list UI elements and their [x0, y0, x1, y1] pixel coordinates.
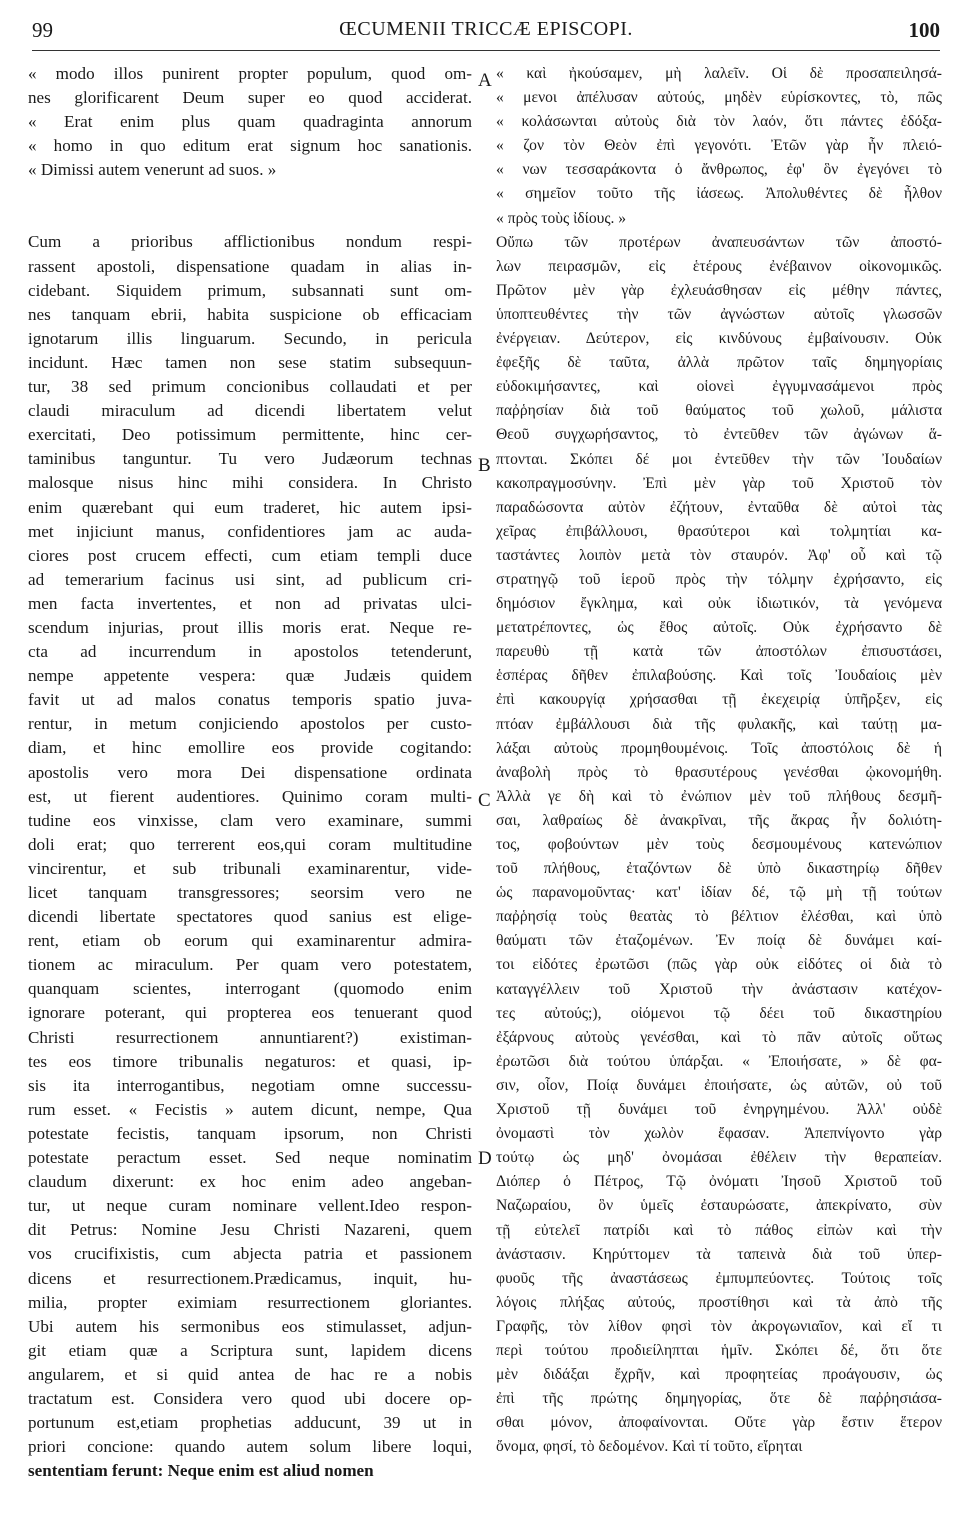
text-line: dicendi libertate spectatores quod sanius est elige-: [28, 907, 472, 927]
margin-marker-a: A: [478, 70, 492, 91]
margin-marker-b: B: [478, 455, 491, 476]
text-line: tractatum est. Considera vero quod ubi docere op-: [28, 1388, 472, 1408]
text-line: τῇ εὐτελεῖ πατρίδι καὶ τὸ πάθος εἰπὼν καὶ τὴν: [496, 1221, 942, 1239]
page-number-right: 100: [908, 18, 940, 42]
text-line: taminibus tanguntur. Tu vero Judæorum technas: [28, 449, 472, 469]
text-line: εὐδοκιμήσαντες, καὶ οἱονεὶ ἐγγυμνασάμενοι πρὸς: [496, 378, 942, 396]
text-line: ἐξάρνους αὐτοὺς γενέσθαι, καὶ τὸ πᾶν αὐτοῖς οὕτως: [496, 1028, 942, 1046]
margin-marker-d: D: [478, 1148, 492, 1169]
text-line: apostolis vero mora Dei dispensatione ordinata: [28, 762, 472, 782]
text-line: git etiam quæ a Scriptura sunt, lapidem dicens: [28, 1340, 472, 1360]
text-line: ἑσπέρας δῆθεν ἐπιλαβούσης. Καὶ τοῖς Ἰουδαίοις μὲν: [496, 667, 942, 685]
text-line: met injiciunt manus, confidentiores jam ac auda-: [28, 521, 472, 541]
text-line: « νων τεσσαράκοντα ὁ ἄνθρωπος, ἐφ' ὃν ἐγεγόνει τὸ: [496, 161, 942, 179]
text-line: tudine eos vinxisse, clam vero examinare, summi: [28, 810, 472, 830]
text-line: λόγοις πλήξας αὐτούς, προστίθησι καὶ τὰ ἀπὸ τῆς: [496, 1293, 942, 1311]
text-line: Christi resurrectionem annuntiarent?) existiman-: [28, 1027, 472, 1047]
text-line: ἀνάστασιν. Κηρύττομεν τὰ ταπεινὰ διὰ τοῦ ὑπερ-: [496, 1245, 942, 1263]
text-line: Ubi autem his sermonibus eos stimulasset, adjun-: [28, 1316, 472, 1336]
text-line: πτονται. Σκόπει δέ μοι ἐντεῦθεν τὴν τῶν Ἰουδαίων: [496, 450, 942, 468]
text-line: rentur, in metum conjiciendo apostolos per custo-: [28, 714, 472, 734]
text-line: nes tanquam ebrii, habita suspicione ob efficaciam: [28, 304, 472, 324]
text-line: παραδώσοντα αὐτὸν ἐζήτουν, ἐνταῦθα δὲ αὐτοὶ τὰς: [496, 498, 942, 516]
text-line: priori concione: quando autem solum libere loqui,: [28, 1437, 472, 1457]
header-rule: [32, 50, 940, 51]
text-line: tur, 38 sed primum concionibus collaudati et per: [28, 377, 472, 397]
text-line: κακοπραγμοσύνην. Ἐπὶ μὲν γὰρ τοῦ Χριστοῦ τὸν: [496, 474, 942, 492]
text-line: ἀναβολὴ πρὸς τὸ θρασυτέρους γενέσθαι ᾠκονομήθη.: [496, 763, 942, 781]
text-line: vincirentur, et sub tribunali examinarentur, vide-: [28, 858, 472, 878]
text-line: στρατηγῷ τοῦ ἱεροῦ πρὸς τὴν τόλμην ἐχρήσαντο, εἰς: [496, 570, 942, 588]
text-line: cta ad incurrendum in apostolos tetenderunt,: [28, 642, 472, 662]
text-line: Ναζωραίου, ὃν ὑμεῖς ἐσταυρώσατε, ἀπεκρίνατο, σὺν: [496, 1197, 942, 1215]
text-line: ignorare poterant, qui propterea eos tenuerant quod: [28, 1003, 472, 1023]
running-header: [32, 12, 940, 46]
text-line: ἐπὶ κακουργίᾳ χρήσασθαι τῇ ἐκεχειρίᾳ ὑπῆρξεν, εἰς: [496, 691, 942, 709]
text-line: claudum dixerunt: ex hoc enim adeo angeban-: [28, 1172, 472, 1192]
text-line: Ἀλλὰ γε δὴ καὶ τὸ ἐνώπιον μὲν τοῦ πλήθους δεσμῆ-: [496, 787, 942, 805]
text-line: ἐφεξῆς δὲ ταῦτα, ἀλλὰ πρῶτον ταῖς δημηγορίαις: [496, 354, 942, 372]
text-line: ὀνομαστὶ τὸν χωλὸν ἔφασαν. Ἀπεπνίγοντο γὰρ: [496, 1125, 942, 1143]
text-line: exercitati, Deo potissimum permittente, hinc cer-: [28, 425, 472, 445]
text-line: dicens et resurrectionem.Prædicamus, inquit, hu-: [28, 1268, 472, 1288]
text-line: potestate fecistis, tanquam ipsorum, non Christi: [28, 1123, 472, 1143]
text-line: doli erat; quo terrerent eos,qui coram multitudine: [28, 834, 472, 854]
text-line: dit Petrus: Nomine Jesu Christi Nazareni, quem: [28, 1220, 472, 1240]
text-line: τοι εἰδότες ἐρωτῶσι (πῶς γὰρ οὐκ εἰδότες οἱ διὰ τὸ: [496, 956, 942, 974]
text-line: σαι, λαθραίως δὲ ἀνακρῖναι, τῆς ἄκρας ἦν δολιότη-: [496, 811, 942, 829]
text-line: δημόσιον ἔγκλημα, καὶ οὐκ ἰδιωτικόν, τὰ γενόμενα: [496, 595, 942, 613]
text-line: « ζον τὸν Θεὸν ἐπὶ γεγονότι. Ἐτῶν γὰρ ἦν πλειό-: [496, 137, 942, 155]
text-line: μὲν διδάξαι ἔχρῆν, καὶ προφητείας προάγουσιν, ὡς: [496, 1366, 942, 1384]
text-line: σιν, οἷον, Ποίᾳ δυνάμει ἐποιήσατε, ὡς αὐτῶν, οὐ τοῦ: [496, 1076, 942, 1094]
text-line: ἐνέργειαν. Δεύτερον, εἰς κινδύνους ἐμβαίνουσιν. Οὐκ: [496, 330, 942, 348]
text-line: χεῖρας ἐπιβάλλουσι, θρασύτεροι καὶ τολμητίαι κα-: [496, 522, 942, 540]
text-line: incidunt. Hæc tamen non sese statim subsequun-: [28, 352, 472, 372]
text-line: Διόπερ ὁ Πέτρος, Τῷ ὀνόματι Ἰησοῦ Χριστοῦ τοῦ: [496, 1173, 942, 1191]
text-line: « καὶ ἠκούσαμεν, μὴ λαλεῖν. Οἱ δὲ προσαπειλησά-: [496, 65, 942, 82]
text-line: est, ut fierent audentiores. Quinimo coram multi-: [28, 786, 472, 806]
margin-marker-c: C: [478, 790, 491, 811]
text-line: ἐπὶ τῆς πρώτης δημηγορίας, ὅτε δὲ παῤῥησιάσα-: [496, 1390, 942, 1408]
text-line: ὄνομα, φησί, τὸ δεδομένον. Καὶ τί τοῦτο, εἴρηται: [496, 1438, 803, 1456]
text-line: rent, etiam ob eorum qui examinarentur admira-: [28, 931, 472, 951]
text-line: rassent apostoli, dispensatione quadam in alias in-: [28, 256, 472, 276]
running-title: ŒCUMENII TRICCÆ EPISCOPI.: [339, 18, 633, 40]
text-line: claudi miraculum ad dicendi libertatem velut: [28, 401, 472, 421]
text-line: « modo illos punirent propter populum, quod om-: [28, 64, 472, 83]
text-line: Πρῶτον μὲν γὰρ ἐχλευάσθησαν εἰς μέθην πάντες,: [496, 281, 942, 299]
text-line: φυοῦς τῆς ἀναστάσεως ἐμπυμπεύοντες. Τούτοις τοῖς: [496, 1269, 942, 1287]
text-line: angularem, et si quid antea de hac re a nobis: [28, 1364, 472, 1384]
text-line: portunum est,etiam prophetias adducunt, 39 ut in: [28, 1413, 472, 1433]
text-line: Γραφῆς, τὸν λίθον φησὶ τὸν ἀκρογωνιαῖον, καὶ εἴ τι: [496, 1317, 942, 1335]
text-line: « κολάσωνται αὐτοὺς διὰ τὸν λαόν, ὅτι πάντες ἐδόξα-: [496, 113, 942, 131]
text-line: Cum a prioribus afflictionibus nondum respi-: [28, 232, 472, 252]
text-line: ad temerarium facinus usi sint, ad publicum cri-: [28, 569, 472, 589]
text-line: λάξαι αὐτοὺς προμηθουμένοις. Τοῖς ἀποστόλοις δὲ ἡ: [496, 739, 942, 757]
text-line: ὡς παρανομοῦντας· κατ' ἰδίαν δέ, τῷ μὴ τῇ τούτων: [496, 884, 942, 902]
text-line: tionem ac miraculum. Per quam vero potestatem,: [28, 955, 472, 975]
greek-column: [496, 62, 942, 1459]
text-line: μετατρέποντες, ὡς ἔθος αὐτοῖς. Οὐκ ἐχρήσαντο δὲ: [496, 619, 942, 637]
text-line: favit ut ad malos conatus temporis spatio juva-: [28, 690, 472, 710]
text-line: τοῦ πλήθους, ἐταζόντων δὲ ὑπὸ δικαστηρίῳ δῆθεν: [496, 860, 942, 878]
text-line: τες αὐτούς;), οἰόμενοι τῷ δέει τοῦ δικαστηρίου: [496, 1004, 942, 1022]
text-line: πτόαν ἐμβάλλουσι διὰ τῆς φυλακῆς, καὶ ταύτῃ μα-: [496, 715, 942, 733]
text-line: παῤῥησίᾳ τοὺς θεατὰς τὸ βέλτιον ἑλέσθαι, καὶ ὑπὸ: [496, 908, 942, 926]
text-line: sis ita interrogantibus, negotiam omne successu-: [28, 1075, 472, 1095]
text-line: cidebant. Siquidem primum, subsannati sunt om-: [28, 280, 472, 300]
text-line: σθαι μόνον, ἀποφαίνονται. Οὔτε γὰρ ἔστιν ἕτερον: [496, 1414, 942, 1432]
text-line: enim quærebant qui eum traderet, hic autem ipsi-: [28, 497, 472, 517]
text-line: scendum injurias, prout illis moris erat. Neque re-: [28, 617, 472, 637]
text-line: « πρὸς τοὺς ἰδίους. »: [496, 209, 627, 227]
text-line: καταγγέλλειν τοῦ Χριστοῦ τὴν ἀνάστασιν κατέχον-: [496, 980, 942, 998]
text-line: Χριστοῦ τῇ δυνάμει τοῦ ἐνηργημένου. Ἀλλ' οὐδὲ: [496, 1101, 942, 1119]
text-line: « Dimissi autem venerunt ad suos. »: [28, 160, 277, 180]
text-line: rum esset. « Fecistis » autem dicunt, nempe, Qua: [28, 1099, 472, 1119]
text-line: milia, propter eximiam resurrectionem gloriantes.: [28, 1292, 472, 1312]
text-line: Θεοῦ συγχωρήσαντος, τὸ ἐντεῦθεν τῶν ἀγώνων ἅ-: [496, 426, 942, 444]
text-line: licet tanquam transgressores; seorsim vero ne: [28, 883, 472, 902]
text-line: λων πειρασμῶν, εἰς ἑτέρους ἐνέβαινον οἰκονομικῶς.: [496, 257, 942, 275]
text-line: ignotarum illis linguarum. Secundo, in pericula: [28, 328, 472, 348]
text-line: τος, φοβούντων μὲν τοὺς δεσμουμένους κατενώπιον: [496, 836, 942, 853]
text-line: ἐρωτῶσι διὰ τούτου ὑπάρξαι. « Ἐποιήσατε, » δὲ φα-: [496, 1052, 942, 1070]
text-line: nempe appetente vespera: quæ Judæis quidem: [28, 666, 472, 686]
text-line: malosque nisus hinc mihi considera. In Christo: [28, 473, 472, 493]
text-line: nes glorificarent Deum super eo quod acciderat.: [28, 88, 472, 108]
latin-column: [28, 62, 472, 1483]
text-line: ταστάντες λοιπὸν μετὰ τὸν σταυρόν. Ἀφ' οὗ καὶ τῷ: [496, 546, 942, 564]
text-line: potestate peractum esset. Sed neque nominatim: [28, 1148, 472, 1168]
text-line: περὶ τούτου προδιείληπται ἡμῖν. Σκόπει δέ, ὅτι ὅτε: [496, 1341, 942, 1359]
text-line: παῤῥησίαν διὰ τοῦ θαύματος τοῦ χωλοῦ, μάλιστα: [496, 402, 942, 420]
text-line: « μενοι ἀπέλυσαν αὐτούς, μηδὲν εὑρίσκοντες, τὸ, πῶς: [496, 89, 942, 107]
text-line: tur, ut neque curam nominare vellent.Ideo respon-: [28, 1196, 472, 1216]
text-line: παρευθὺ τῇ κατὰ τῶν ἀποστόλων ἐπισυστάσει,: [496, 643, 942, 661]
text-line: Οὔπω τῶν προτέρων ἀναπευσάντων τῶν ἀποστό-: [496, 233, 942, 251]
text-line: ciores post crucem effecti, cum etiam templi duce: [28, 545, 472, 565]
text-line: quanquam scientes, interrogant (quomodo enim: [28, 979, 472, 999]
text-line: sententiam ferunt: Neque enim est aliud nomen: [28, 1461, 374, 1481]
text-line: tes eos timore tribunalis negaturos: et quasi, ip-: [28, 1051, 472, 1071]
text-line: ὑποπτευθέντες τὴν τῶν ἀγνώστων αὐτοῖς γλωσσῶν: [496, 305, 942, 323]
page-number-left: 99: [32, 18, 53, 42]
text-line: men facta invertentes, et non ad privatas ulci-: [28, 593, 472, 613]
text-line: τούτῳ ὡς μηδ' ὀνομάσαι ἐθέλειν τὴν θεραπείαν.: [496, 1149, 942, 1167]
text-line: « Erat enim plus quam quadraginta annorum: [28, 112, 472, 132]
text-line: diam, et hinc emollire eos provide cogitando:: [28, 738, 472, 758]
text-line: « homo in quo editum erat signum hoc sanationis.: [28, 136, 472, 156]
text-line: vos crucifixistis, cum abjecta patria et passionem: [28, 1244, 472, 1264]
text-line: θαύματι τῶν ἐταζομένων. Ἐν ποίᾳ δὲ δυνάμει καί-: [496, 932, 942, 950]
text-line: « σημεῖον τοῦτο τῆς ἰάσεως. Ἀπολυθέντες δὲ ἦλθον: [496, 185, 942, 203]
